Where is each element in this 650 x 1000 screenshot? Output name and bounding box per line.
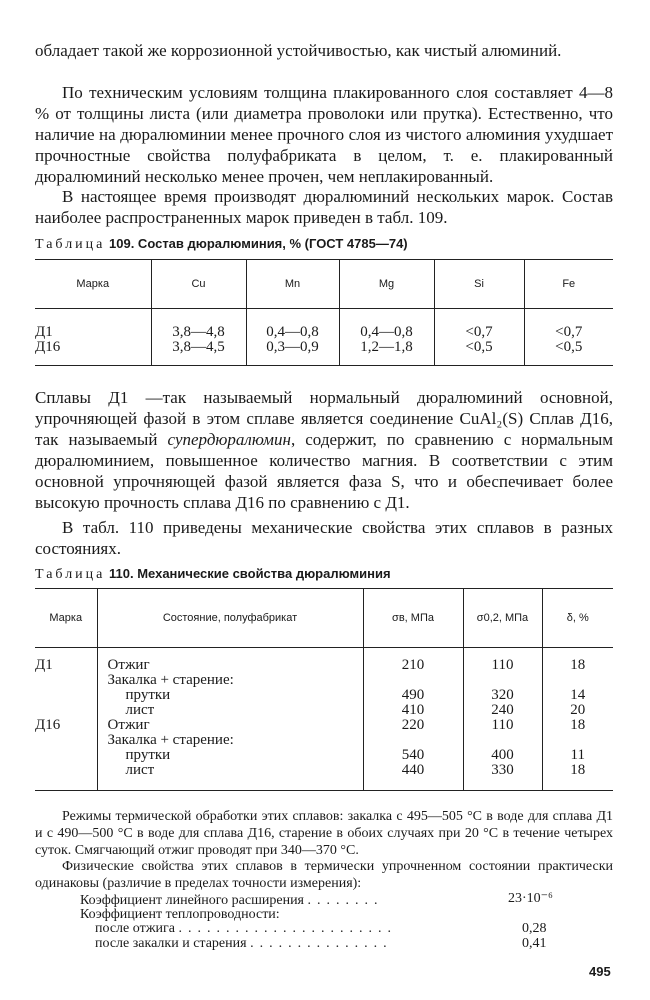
- column-header: Марка: [35, 589, 97, 648]
- leader-dots: ........: [307, 893, 384, 908]
- paragraph-7: Физические свойства этих сплавов в термически упрочненном состоянии практически одинаковы (различие в пределах точности измерения):: [35, 859, 613, 891]
- paragraph-4: Сплавы Д1 —так называемый нормальный дюралюминий основной, упрочняющей фазой в этом сплаве является соединение CuAl₂(S) Сплав Д16, так называемый супердюралюмин, содержит, по сравнению с нормальным дюралюминием, повышенное количество магния. В соответствии с этим основной упрочняющей фазой является фаза S, что и обеспечивает более высокую прочность сплава Д16 по сравнению с Д1.: [35, 388, 613, 512]
- table-109-caption: [35, 236, 408, 253]
- column-header: Fe: [524, 260, 613, 309]
- paragraph-6: Режимы термической обработки этих сплавов: закалка с 495—505 °C в воде для сплава Д1 и с 490—500 °C в воде для сплава Д16, старение в обоих случаях при 20 °C в течение четырех суток. Смягчающий отжиг проводят при 340—370 °C.: [35, 809, 613, 858]
- table-cell: <0,7 <0,5: [524, 309, 613, 366]
- property-label: после отжига: [95, 921, 175, 936]
- table-caption-text: 110. Механические свойства дюралюминия: [109, 566, 391, 581]
- column-header: Mn: [246, 260, 339, 309]
- table-cell: 18 14 20 18 11 18: [542, 648, 613, 791]
- table-cell: 0,4—0,8 1,2—1,8: [339, 309, 434, 366]
- property-value: 0,28: [522, 921, 547, 936]
- table-cell: 0,4—0,8 0,3—0,9: [246, 309, 339, 366]
- column-header: Si: [434, 260, 524, 309]
- column-header: σв, МПа: [363, 589, 463, 648]
- table-label: Таблица: [35, 237, 106, 252]
- property-row: [95, 935, 535, 952]
- leader-dots: ...............: [250, 936, 393, 951]
- table-cell: <0,7 <0,5: [434, 309, 524, 366]
- paragraph-1: обладает такой же коррозионной устойчивостью, как чистый алюминий.: [35, 41, 562, 60]
- property-value: 0,41: [522, 936, 547, 951]
- paragraph-2: По техническим условиям толщина плакированного слоя составляет 4—8 % от толщины листа (или диаметра проволоки или прутка). Естественно, что наличие на дюралюминии менее прочного слоя из чистого алюминия ухудшает прочностные свойства полуфабриката в целом, т. е. плакированный дюралюминий несколько менее прочен, чем неплакированный.: [35, 83, 613, 186]
- column-header: δ, %: [542, 589, 613, 648]
- table-row: [35, 648, 613, 791]
- leader-dots: .......................: [178, 921, 397, 936]
- table-label: Таблица: [35, 567, 106, 582]
- table-110-caption: [35, 566, 391, 583]
- table-cell: 210 490 410 220 540 440: [363, 648, 463, 791]
- table-cell: Д1 Д16: [35, 309, 151, 366]
- column-header: σ0,2, МПа: [463, 589, 542, 648]
- table-row: [35, 309, 613, 366]
- table-caption-text: 109. Состав дюралюминия, % (ГОСТ 4785—74): [109, 236, 408, 251]
- table-header-row: [35, 260, 613, 309]
- table-cell: Отжиг Закалка + старение: прутки лист Отжиг Закалка + старение: прутки лист: [97, 648, 363, 791]
- column-header: Марка: [35, 260, 151, 309]
- table-cell: 110 320 240 110 400 330: [463, 648, 542, 791]
- table-header-row: [35, 589, 613, 648]
- page-number: 495: [589, 964, 611, 979]
- table-cell: 3,8—4,8 3,8—4,5: [151, 309, 246, 366]
- table-109: [35, 259, 613, 366]
- table-110: [35, 588, 613, 791]
- paragraph-5: В табл. 110 приведены механические свойства этих сплавов в разных состояниях.: [35, 518, 613, 558]
- property-label: Коэффициент теплопроводности:: [80, 907, 280, 922]
- table-cell: Д1 Д16: [35, 648, 97, 791]
- paragraph-3: В настоящее время производят дюралюминий нескольких марок. Состав наиболее распространенных марок приведен в табл. 109.: [35, 187, 613, 227]
- property-value: 23·10⁻⁶: [508, 891, 553, 906]
- column-header: Cu: [151, 260, 246, 309]
- property-label: после закалки и старения: [95, 936, 247, 951]
- column-header: Состояние, полуфабрикат: [97, 589, 363, 648]
- property-label: Коэффициент линейного расширения: [80, 893, 304, 908]
- column-header: Mg: [339, 260, 434, 309]
